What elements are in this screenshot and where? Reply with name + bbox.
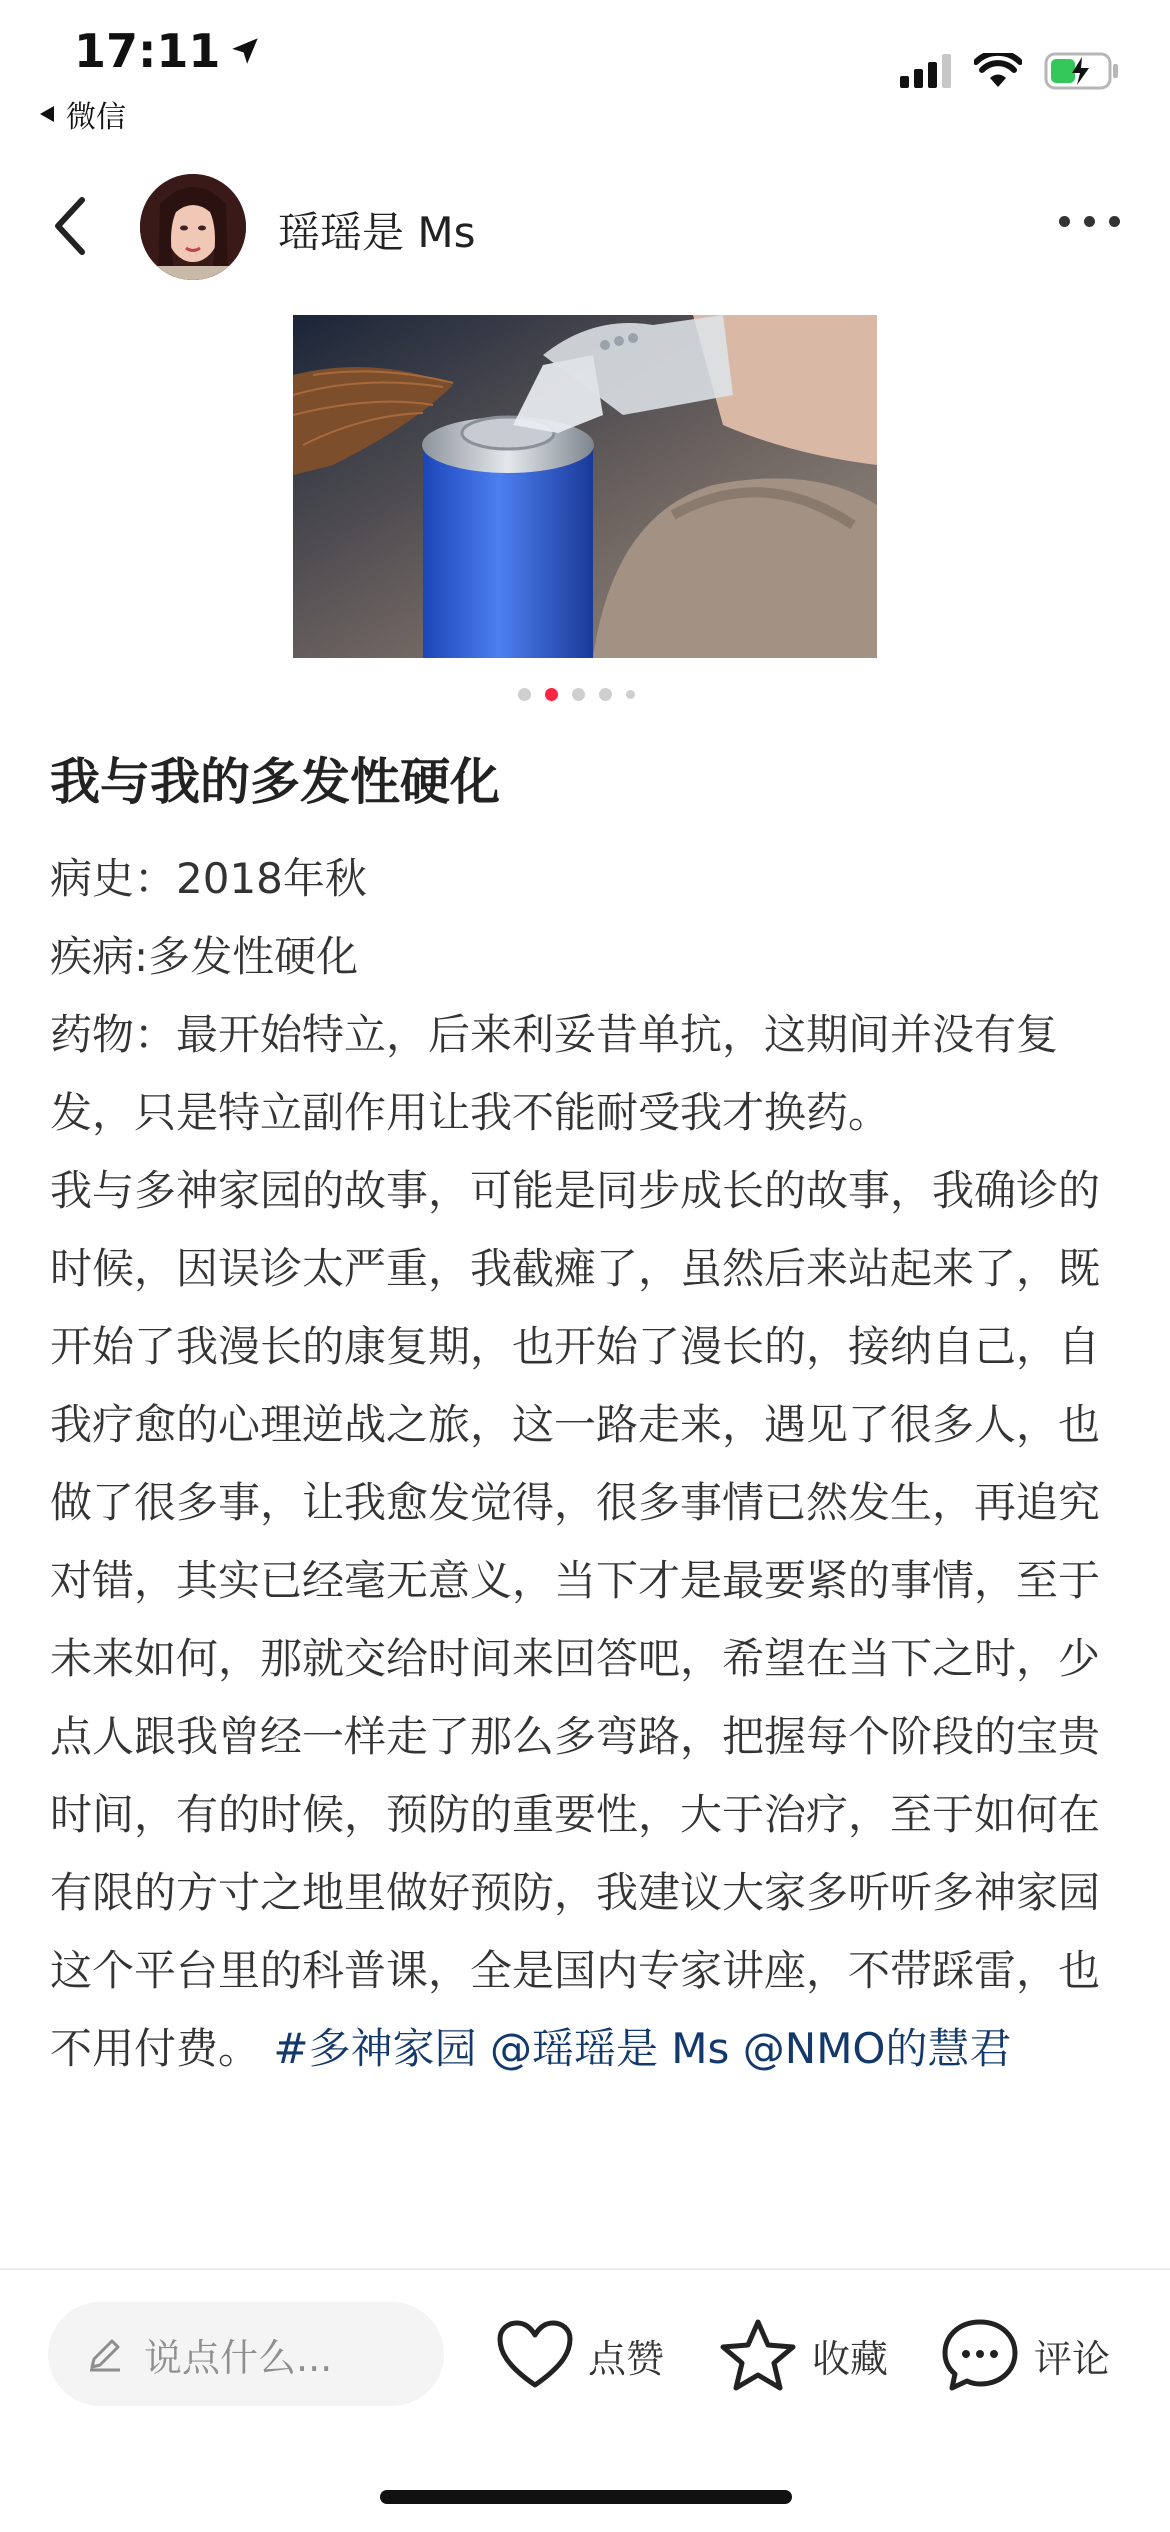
post-title: 我与我的多发性硬化 <box>50 753 500 811</box>
status-time <box>74 24 262 78</box>
mention-link[interactable]: @瑶瑶是 Ms <box>489 2024 730 2073</box>
comment-input[interactable] <box>48 2302 444 2406</box>
post-image[interactable] <box>293 315 877 658</box>
story-text: 我与多神家园的故事，可能是同步成长的故事，我确诊的时候，因误诊太严重，我截瘫了，虽然后来站起来了，既开始了我漫长的康复期，也开始了漫长的，接纳自己，自我疗愈的心理逆战之旅，这一路走来，遇见了很多人，也做了很多事，让我愈发觉得，很多事情已然发生，再追究对错，其实已经毫无意义，当下才是最要紧的事情，至于未来如何，那就交给时间来回答吧，希望在当下之时，少点人跟我曾经一样走了那么多弯路，把握每个阶段的宝贵时间，有的时候，预防的重要性，大于治疗，至于如何在有限的方寸之地里做好预防，我建议大家多听听多神家园这个平台里的科普课，全是国内专家讲座，不带踩雷，也不用付费。 <box>50 1166 1101 2073</box>
star-icon <box>718 2317 798 2393</box>
return-app-label: 微信 <box>66 100 126 135</box>
author-name[interactable]: 瑶瑶是 Ms <box>278 208 476 257</box>
more-options-button[interactable] <box>1059 216 1120 227</box>
body-line-disease: 疾病:多发性硬化 <box>50 932 359 981</box>
cellular-signal-icon <box>900 54 952 88</box>
return-to-wechat[interactable] <box>38 92 126 136</box>
pagination-dot <box>518 688 531 701</box>
collect-label: 收藏 <box>812 2336 889 2381</box>
more-dot-icon <box>1109 216 1120 227</box>
pagination-dot <box>572 688 585 701</box>
body-line-story <box>50 1152 1125 2088</box>
clock-text: 17:11 <box>74 24 221 78</box>
avatar-portrait <box>140 174 246 280</box>
battery-charging-icon <box>1044 52 1120 90</box>
hashtag-link[interactable]: #多神家园 <box>273 2024 477 2073</box>
comment-bubble-icon <box>940 2316 1020 2394</box>
status-indicators <box>900 52 1120 90</box>
body-line-history: 病史：2018年秋 <box>50 854 367 903</box>
mention-link[interactable]: @NMO的慧君 <box>742 2024 1012 2073</box>
heart-icon <box>496 2319 574 2391</box>
bottom-divider <box>0 2268 1170 2270</box>
collect-button[interactable] <box>718 2310 888 2400</box>
more-dot-icon <box>1084 216 1095 227</box>
wifi-icon <box>974 53 1022 89</box>
post-header <box>0 160 1170 290</box>
comment-button[interactable] <box>940 2310 1110 2400</box>
like-label: 点赞 <box>588 2336 665 2381</box>
pagination-dot-active <box>545 688 558 701</box>
home-indicator[interactable] <box>380 2490 792 2504</box>
more-dot-icon <box>1059 216 1070 227</box>
avatar[interactable] <box>140 174 246 280</box>
like-button[interactable] <box>496 2310 664 2400</box>
location-arrow-icon <box>228 34 262 68</box>
back-button[interactable] <box>50 196 100 256</box>
image-pagination <box>518 688 635 701</box>
comment-label: 评论 <box>1034 2336 1111 2381</box>
post-photo <box>293 315 877 658</box>
comment-placeholder: 说点什么... <box>144 2335 333 2380</box>
back-triangle-icon <box>38 104 56 124</box>
pagination-dot <box>626 690 635 699</box>
body-line-medication: 药物：最开始特立，后来利妥昔单抗，这期间并没有复发，只是特立副作用让我不能耐受我才换药。 <box>50 1010 1059 1137</box>
pagination-dot <box>599 688 612 701</box>
pencil-icon <box>86 2335 124 2373</box>
post-body <box>50 840 1125 2088</box>
chevron-left-icon <box>50 196 90 256</box>
